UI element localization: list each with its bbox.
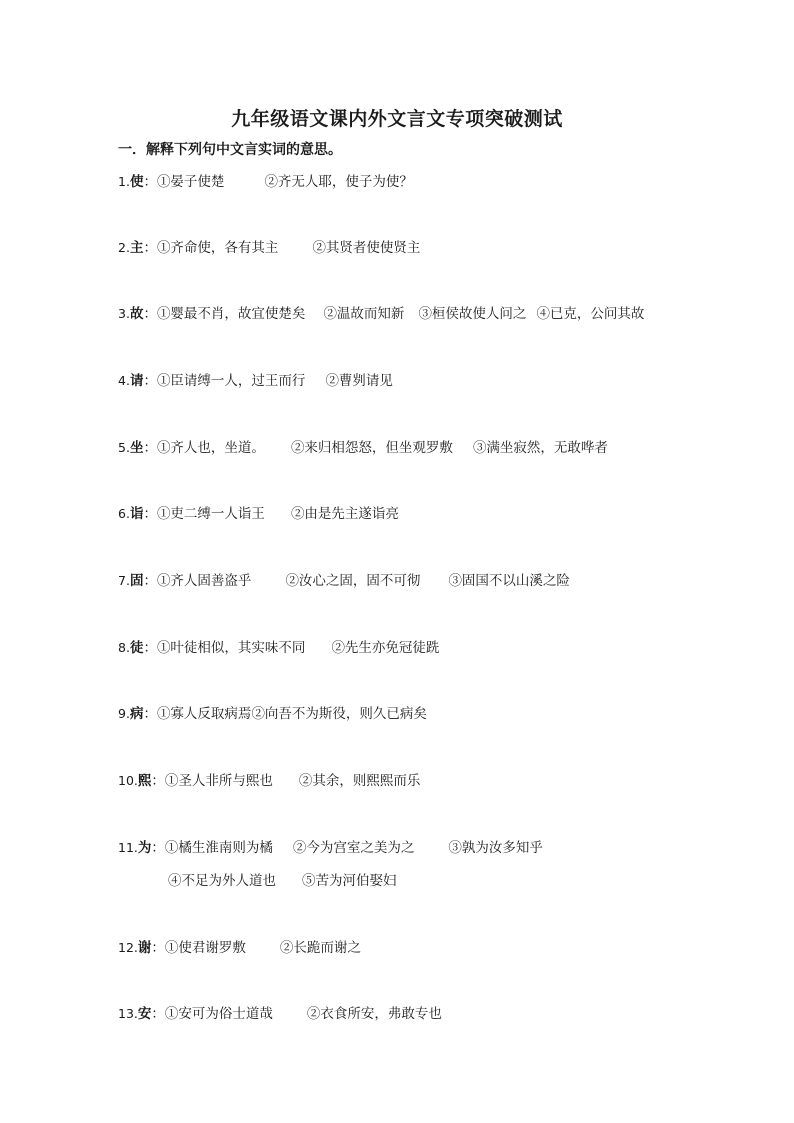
question-8: 8.徒：①叶徒相似，其实味不同 ②先生亦免冠徒跣 xyxy=(118,640,440,656)
question-word: 徒 xyxy=(129,640,144,656)
question-item: ①齐人固善盗乎 xyxy=(156,573,252,589)
question-word: 坐 xyxy=(129,440,144,456)
question-item: ④已克，公问其故 xyxy=(536,306,645,322)
question-12: 12.谢：①使君谢罗敷 ②长跪而谢之 xyxy=(118,940,361,956)
question-2: 2.主：①齐命使，各有其主 ②其贤者使使贤主 xyxy=(118,240,421,256)
question-item: ③固国不以山溪之险 xyxy=(448,573,570,589)
question-item: ②其余，则熙熙而乐 xyxy=(298,773,421,789)
question-item: ②衣食所安，弗敢专也 xyxy=(306,1006,442,1022)
question-3: 3.故：①婴最不肖，故宜使楚矣 ②温故而知新 ③桓侯故使人问之 ④已克，公问其故 xyxy=(118,306,645,322)
question-item: ②今为宫室之美为之 xyxy=(292,840,415,856)
question-word: 主 xyxy=(129,240,144,256)
question-number: 2. xyxy=(118,240,130,255)
question-item: ①寡人反取病焉 xyxy=(156,706,252,722)
question-item: ①叶徒相似，其实味不同 xyxy=(156,640,306,656)
question-item: ①安可为俗士道哉 xyxy=(164,1006,273,1022)
question-item: ②曹刿请见 xyxy=(325,373,393,389)
question-item: ③孰为汝多知乎 xyxy=(448,840,543,856)
question-number: 13. xyxy=(118,1006,138,1021)
question-9: 9.病：①寡人反取病焉②向吾不为斯役，则久已病矣 xyxy=(118,706,427,722)
question-11: 11.为：①橘生淮南则为橘 ②今为宫室之美为之 ③孰为汝多知乎 xyxy=(118,840,543,856)
question-6: 6.诣：①吏二缚一人诣王 ②由是先主遂诣亮 xyxy=(118,506,399,522)
question-word: 固 xyxy=(129,573,144,589)
question-number: 1. xyxy=(118,174,130,189)
question-number: 4. xyxy=(118,373,130,388)
question-item: ②其贤者使使贤主 xyxy=(312,240,421,256)
question-item: ②长跪而谢之 xyxy=(279,940,361,956)
question-item: ②先生亦免冠徒跣 xyxy=(331,640,440,656)
question-item: ③桓侯故使人问之 xyxy=(418,306,527,322)
question-item: ①橘生淮南则为橘 xyxy=(164,840,273,856)
question-4: 4.请：①臣请缚一人，过王而行 ②曹刿请见 xyxy=(118,373,393,389)
question-item: ①臣请缚一人，过王而行 xyxy=(156,373,306,389)
question-word: 安 xyxy=(137,1006,152,1022)
question-item: ①婴最不肖，故宜使楚矣 xyxy=(156,306,306,322)
question-10: 10.熙：①圣人非所与熙也 ②其余，则熙熙而乐 xyxy=(118,773,421,789)
question-item: ①吏二缚一人诣王 xyxy=(156,506,265,522)
question-word: 为 xyxy=(137,840,152,856)
question-number: 12. xyxy=(118,940,138,955)
section-heading: 一．解释下列句中文言实词的意思。 xyxy=(118,142,342,158)
question-word: 诣 xyxy=(129,506,144,522)
question-item: ④不足为外人道也 xyxy=(168,873,276,889)
question-item: ①齐命使，各有其主 xyxy=(156,240,279,256)
question-item: ①使君谢罗敷 xyxy=(164,940,246,956)
question-item: ②向吾不为斯役，则久已病矣 xyxy=(251,706,427,722)
question-number: 3. xyxy=(118,306,130,321)
question-13: 13.安：①安可为俗士道哉 ②衣食所安，弗敢专也 xyxy=(118,1006,442,1022)
question-item: ①圣人非所与熙也 xyxy=(164,773,273,789)
question-word: 故 xyxy=(129,306,144,322)
question-item: ⑤苦为河伯娶妇 xyxy=(302,873,397,889)
question-item: ②温故而知新 xyxy=(323,306,405,322)
question-number: 8. xyxy=(118,640,130,655)
question-number: 9. xyxy=(118,706,130,721)
question-item: ②由是先主遂诣亮 xyxy=(290,506,399,522)
question-number: 10. xyxy=(118,773,138,788)
question-word: 请 xyxy=(129,373,144,389)
question-item: ①晏子使楚 xyxy=(156,174,225,190)
question-item: ②汝心之固，固不可彻 xyxy=(285,573,421,589)
question-1: 1.使：①晏子使楚 ②齐无人耶，使子为使？ xyxy=(118,174,413,190)
question-item: ①齐人也，坐道。 xyxy=(156,440,265,456)
question-item: ②来归相怨怒，但坐观罗敷 xyxy=(290,440,453,456)
question-11-continuation xyxy=(168,871,419,891)
document-title: 九年级语文课内外文言文专项突破测试 xyxy=(231,108,563,130)
question-7: 7.固：①齐人固善盗乎 ②汝心之固，固不可彻 ③固国不以山溪之险 xyxy=(118,573,570,589)
question-word: 熙 xyxy=(137,773,152,789)
question-word: 谢 xyxy=(137,940,152,956)
question-word: 病 xyxy=(129,706,144,722)
question-item: ③满坐寂然，无敢哗者 xyxy=(472,440,608,456)
question-number: 6. xyxy=(118,506,130,521)
question-number: 11. xyxy=(118,840,138,855)
question-word: 使 xyxy=(129,174,144,190)
question-number: 5. xyxy=(118,440,130,455)
question-item: ②齐无人耶，使子为使？ xyxy=(264,174,413,190)
question-5: 5.坐：①齐人也，坐道。 ②来归相怨怒，但坐观罗敷 ③满坐寂然，无敢哗者 xyxy=(118,440,608,456)
question-number: 7. xyxy=(118,573,130,588)
